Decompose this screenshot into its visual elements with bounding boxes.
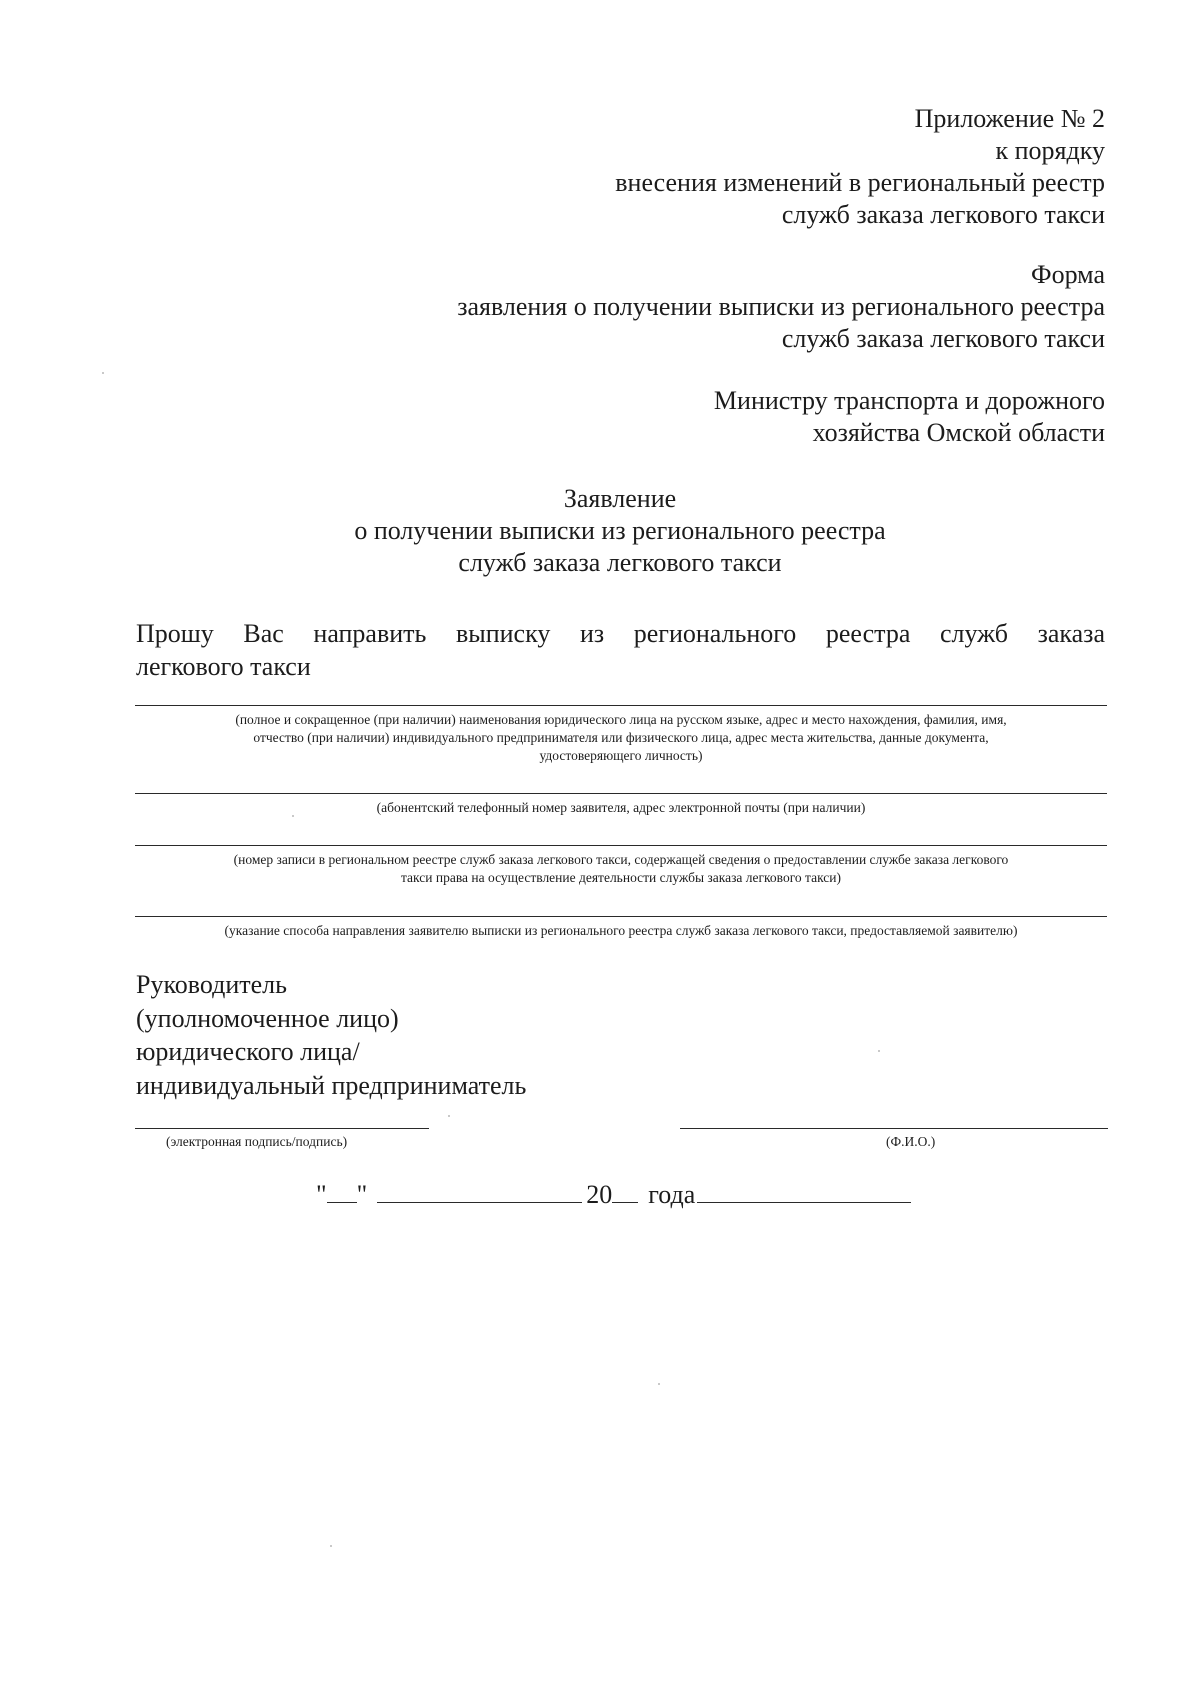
form-header (457, 259, 1105, 355)
applicant-name-line[interactable] (135, 705, 1107, 706)
scan-speck (448, 1115, 450, 1117)
delivery-method-caption: (указание способа направления заявителю выписки из регионального реестра служб заказа легкового такси, предоставляемой заявителю) (224, 923, 1018, 938)
caption-line: (номер записи в региональном реестре служб заказа легкового такси, содержащей сведения о предоставлении службе заказа легкового (233, 852, 1009, 867)
scan-speck (292, 815, 294, 817)
delivery-method-line[interactable] (135, 916, 1107, 917)
title-line-2: о получении выписки из регионального реестра (354, 516, 886, 545)
quote-open: " (316, 1180, 327, 1209)
quote-close: " (356, 1180, 368, 1209)
year-word: года (648, 1180, 696, 1209)
caption-line: удостоверяющего личность) (539, 748, 703, 763)
delivery-method-field[interactable] (135, 916, 1107, 940)
month-blank[interactable] (377, 1178, 582, 1203)
signature-caption: (электронная подпись/подпись) (166, 1134, 348, 1149)
century-label: 20 (586, 1180, 613, 1209)
appendix-line-2: к порядку (995, 136, 1105, 165)
date-line (316, 1178, 911, 1211)
form-label: Форма (1031, 260, 1105, 289)
title-line-1: Заявление (563, 484, 677, 513)
day-blank[interactable] (327, 1178, 357, 1203)
year-blank[interactable] (612, 1178, 638, 1203)
request-line-1: Прошу Вас направить выписку из регионального реестра служб заказа (136, 619, 1105, 648)
scan-speck (658, 1383, 660, 1385)
signature-line[interactable] (135, 1128, 429, 1129)
addressee-line-2: хозяйства Омской области (812, 418, 1105, 447)
registry-record-line[interactable] (135, 845, 1107, 846)
appendix-line-3: внесения изменений в региональный реестр (615, 168, 1105, 197)
trailing-blank[interactable] (697, 1178, 911, 1203)
scan-speck (102, 372, 104, 374)
title-line-3: служб заказа легкового такси (458, 548, 782, 577)
applicant-name-caption (135, 711, 1107, 765)
caption-line: такси права на осуществление деятельности службы заказа легкового такси) (400, 870, 842, 885)
applicant-contact-caption: (абонентский телефонный номер заявителя, адрес электронной почты (при наличии) (376, 800, 866, 815)
signatory-line-4: индивидуальный предприниматель (136, 1070, 527, 1100)
addressee-block (714, 385, 1105, 449)
scan-speck (878, 1050, 880, 1052)
addressee-line-1: Министру транспорта и дорожного (713, 386, 1105, 415)
signatory-line-2: (уполномоченное лицо) (136, 1003, 399, 1033)
scan-speck (330, 1545, 332, 1547)
appendix-line-4: служб заказа легкового такси (781, 200, 1105, 229)
request-line-2: легкового такси (136, 652, 311, 681)
caption-line: (полное и сокращенное (при наличии) наименования юридического лица на русском языке, адрес и место нахождения, фамилия, имя, (235, 712, 1007, 727)
signatory-line-1: Руководитель (136, 970, 287, 999)
appendix-number: Приложение № 2 (914, 104, 1105, 133)
signatory-line-3: юридического лица/ (136, 1037, 360, 1066)
registry-record-caption (135, 851, 1107, 887)
full-name-caption: (Ф.И.О.) (886, 1134, 936, 1149)
applicant-name-field[interactable] (135, 705, 1107, 765)
applicant-contact-field[interactable] (135, 793, 1107, 817)
form-line-2: заявления о получении выписки из регионального реестра (457, 292, 1105, 321)
form-line-3: служб заказа легкового такси (781, 324, 1105, 353)
document-title (0, 483, 1200, 579)
full-name-line[interactable] (680, 1128, 1108, 1129)
registry-record-field[interactable] (135, 845, 1107, 887)
request-paragraph (136, 617, 1105, 683)
appendix-header (615, 103, 1105, 231)
signatory-block (136, 968, 526, 1102)
caption-line: отчество (при наличии) индивидуального предпринимателя или физического лица, адрес места жительства, данные документа, (253, 730, 989, 745)
applicant-contact-line[interactable] (135, 793, 1107, 794)
